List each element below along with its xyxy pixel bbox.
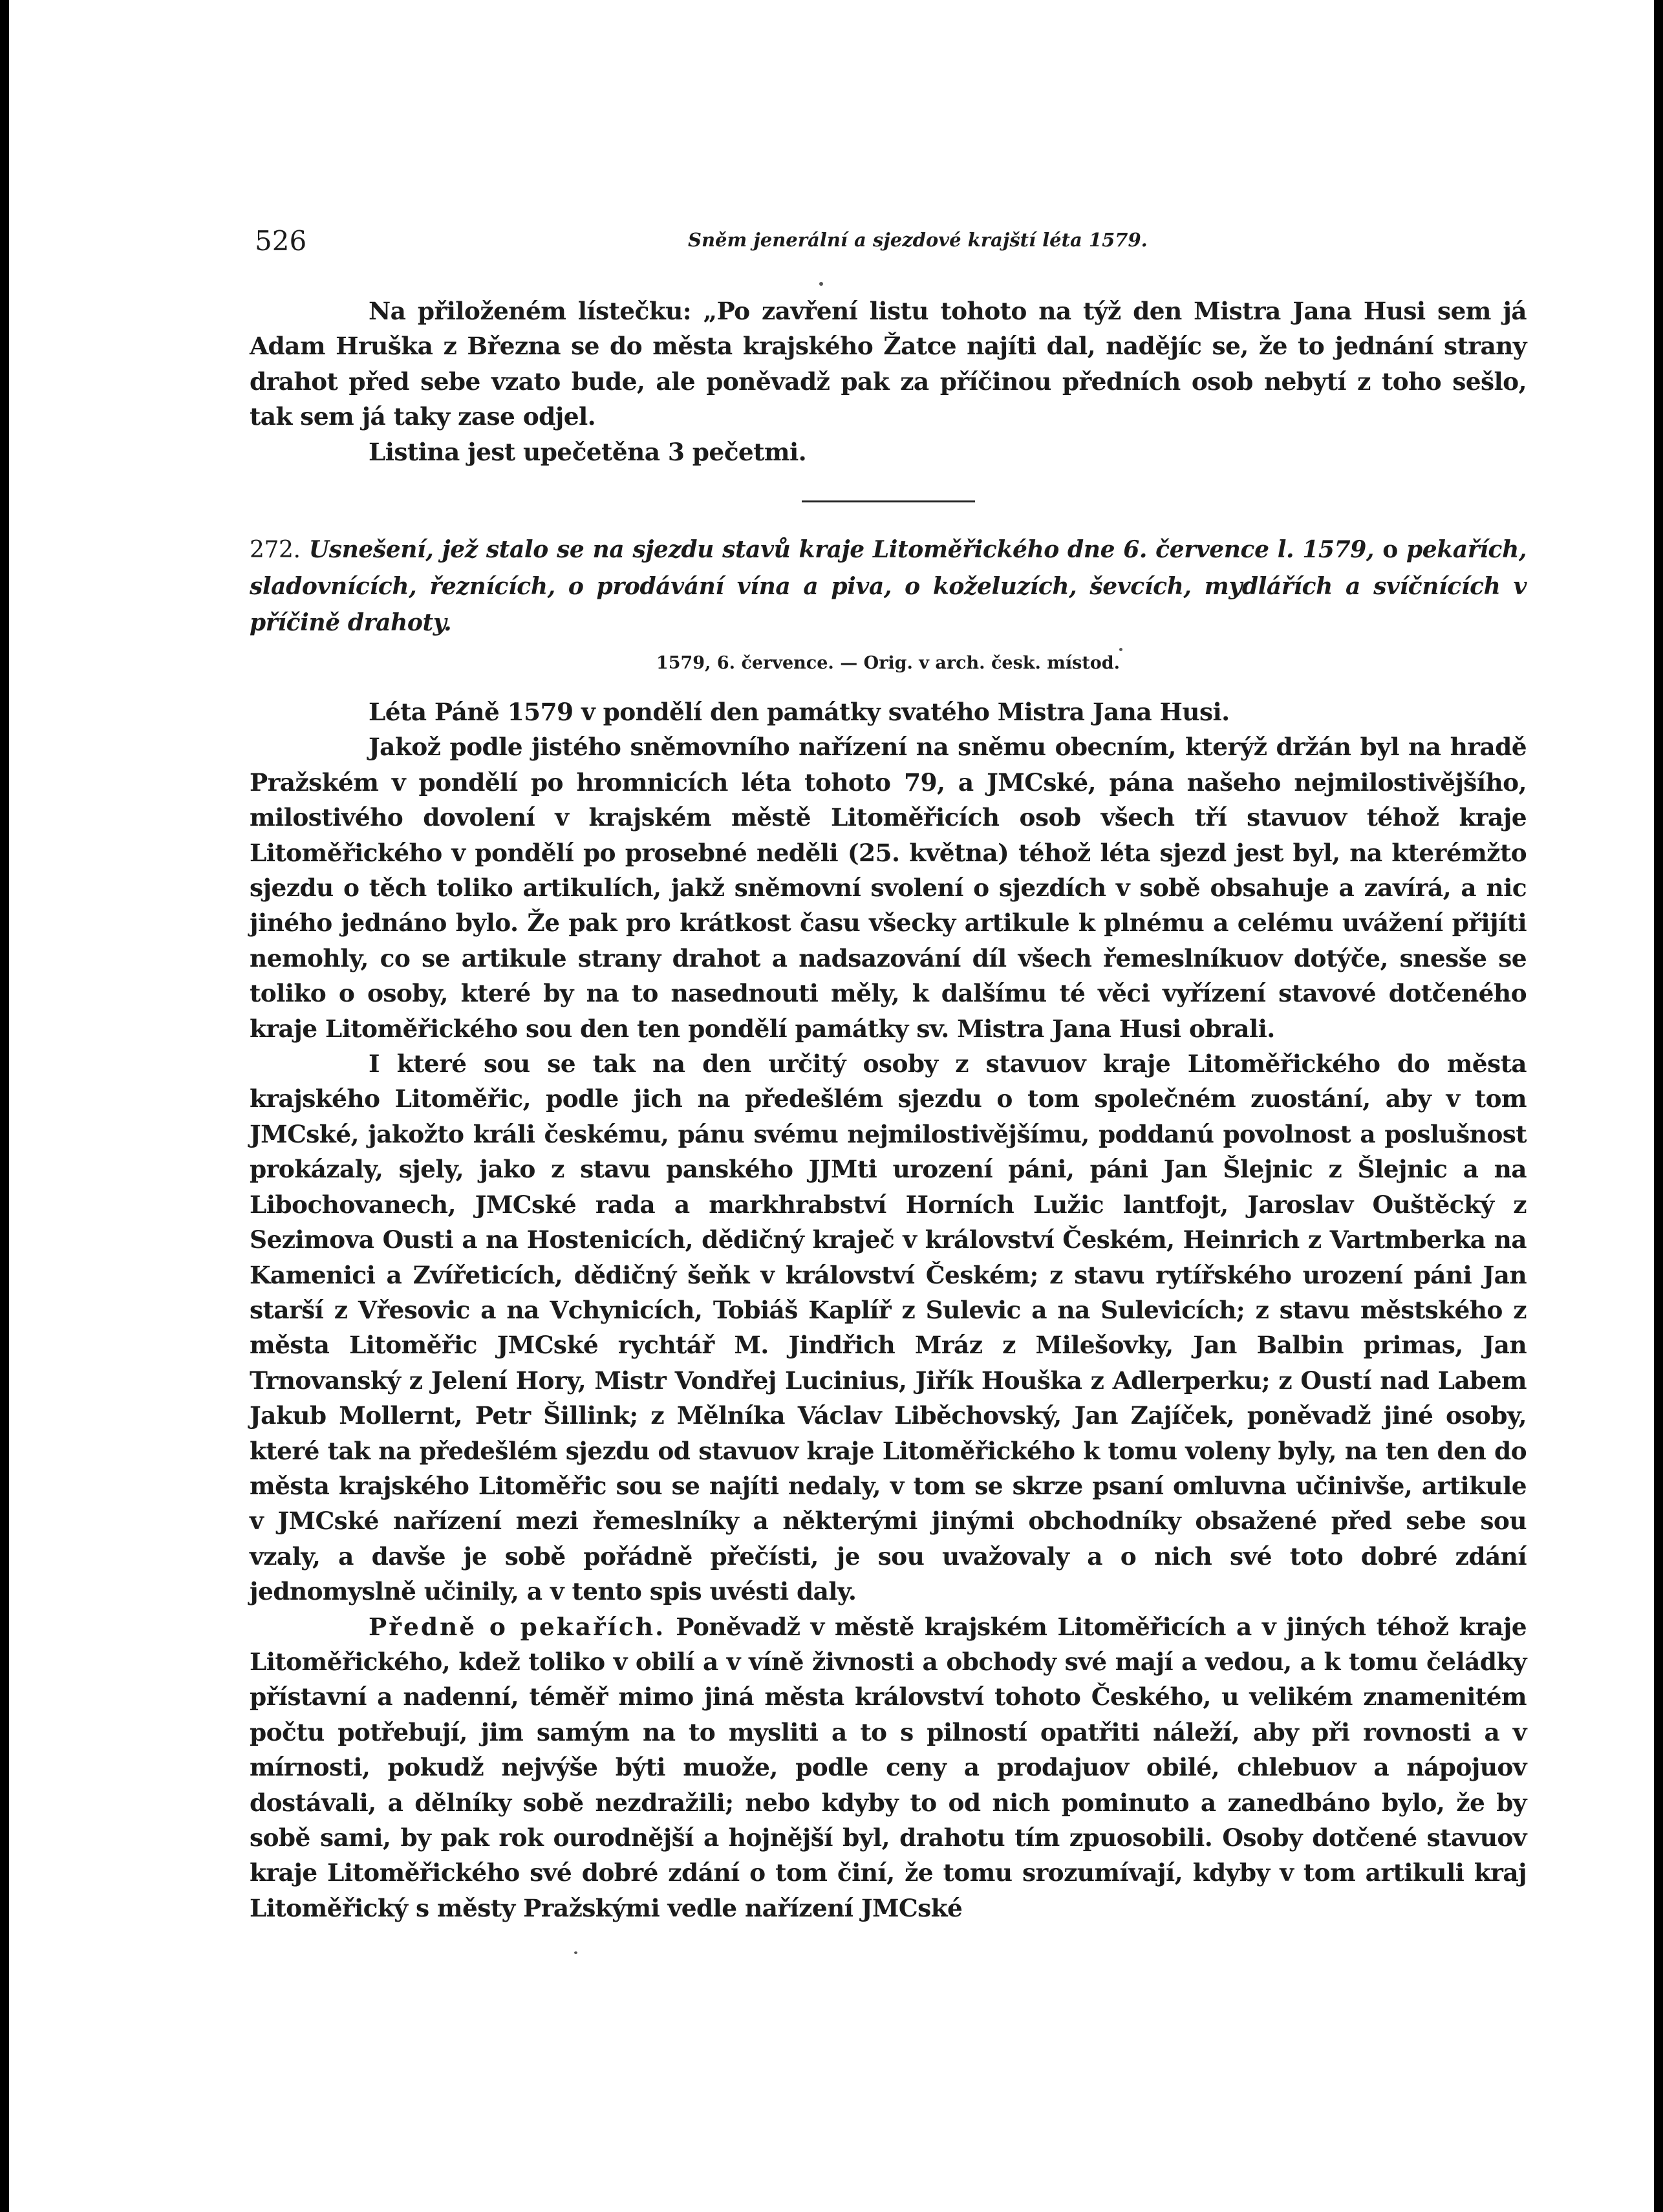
note-seal-line: Listina jest upečetěna 3 pečetmi. [369, 437, 807, 466]
note-paragraph: Na přiloženém lístečku: „Po zavření listu tohoto na týž den Mistra Jana Husi sem já Adam Hruška z Března se do města krajského Žatce najíti dal, nadějíc se, že to jednání strany drahot před sebe vzato bude, ale poněvadž pak za příčinou předních osob nebytí z toho sešlo, tak sem já taky zase odjel. [250, 297, 1527, 431]
scanned-page [9, 0, 1654, 2212]
document-heading [250, 532, 1527, 641]
scan-speck [574, 1951, 577, 1954]
section-lead: Předně o pekařích. [369, 1612, 666, 1641]
body-paragraph: Jakož podle jistého sněmovního nařízení na sněmu obecním, kterýž držán byl na hradě Pražském v pondělí po hromnicích léta tohoto 79, a JMCské, pána našeho nejmilostivějšího, milostivého dovolení v krajském městě Litoměřicích osob všech tří stavuov téhož kraje Litoměřického v pondělí po prosebné neděli (25. května) téhož léta sjezd jest byl, na kterémžto sjezdu o těch toliko artikulích, jakž sněmovní svolení o sjezdích v sobě obsahuje a zavírá, a nic jiného jednáno bylo. Že pak pro krátkost času všecky artikule k plnému a celému uvážení přijíti nemohly, co se artikule strany drahot a nadsazování díl všech řemeslníkuov dotýče, snesše se toliko o osoby, které by na to nasednouti měly, k dalšímu té věci vyřízení stavové dotčeného kraje Litoměřického sou den ten pondělí památky sv. Mistra Jana Husi obrali. [250, 733, 1527, 1043]
document-title-part-1: Usnešení, jež stalo se na sjezdu stavů kraje Litoměřického dne 6. července l. 1579, [308, 536, 1375, 563]
body-paragraph: I které sou se tak na den určitý osoby z stavuov kraje Litoměřického do města krajského Litoměřic, podle jich na předešlém sjezdu o tom společném zuostání, aby v tom JMCské, jakožto králi českému, pánu svému nejmilostivějšímu, poddanú povolnost a poslušnost prokázaly, sjely, jako z stavu panského JJMti urození páni, páni Jan Šlejnic z Šlejnic a na Libochovanech, JMCské rada a markhrabství Horních Lužic lantfojt, Jaroslav Ouštěcký z Sezimova Ousti a na Hostenicích, dědičný kraječ v království Českém, Heinrich z Vartmberka na Kamenici a Zvířeticích, dědičný šeňk v království Českém; z stavu rytířského urození páni Jan starší z Vřesovic a na Vchynicích, Tobiáš Kaplíř z Sulevic a na Sulevicích; z stavu městského z města Litoměřic JMCské rychtář M. Jindřich Mráz z Milešovky, Jan Balbin primas, Jan Trnovanský z Jelení Hory, Mistr Vondřej Lucinius, Jiřík Houška z Adlerperku; z Oustí nad Labem Jakub Mollernt, Petr Šillink; z Mělníka Václav Liběchovský, Jan Zajíček, poněvadž jiné osoby, které tak na předešlém sjezdu od stavuov kraje Litoměřického k tomu voleny byly, na ten den do města krajského Litoměřic sou se najíti nedaly, v tom se skrze psaní omluvna učinivše, artikule v JMCské nařízení mezi řemeslníky a některými jinými obchodníky obsažené před sebe sou vzaly, a davše je sobě pořádně přečísti, je sou uvažovaly a o nich své toto dobré zdání jednomyslně učinily, a v tento spis uvésti daly. [250, 1049, 1527, 1606]
running-title: Sněm jenerální a sjezdové krajští léta 1579. [688, 229, 1148, 251]
body-paragraph-last [250, 1609, 1527, 1926]
scan-speck [819, 282, 823, 286]
body-paragraph: Léta Páně 1579 v pondělí den památky svatého Mistra Jana Husi. [369, 698, 1230, 726]
scan-speck [1119, 648, 1122, 651]
date-source-line: 1579, 6. července. — Orig. v arch. česk. místod. [656, 653, 1121, 673]
note-block [250, 294, 1527, 469]
document-number: 272. [250, 537, 301, 563]
document-body [250, 694, 1527, 1926]
document-title-connector: o [1382, 536, 1398, 563]
section-divider [802, 500, 975, 502]
page-number: 526 [255, 225, 307, 257]
running-head [255, 225, 1535, 264]
section-text: Poněvadž v městě krajském Litoměřicích a v jiných téhož kraje Litoměřického, kdež toliko v obilí a v víně živnosti a obchody své mají a vedou, a k tomu čeládky přístavní a nadenní, téměř mimo jiná města království tohoto Českého, u velikém znamenitém počtu potřebují, jim samým na to mysliti a to s pilností opatřiti náleží, aby při rovnosti a v mírnosti, pokudž nejvýše býti muože, podle ceny a prodajuov obilé, chlebuov a nápojuov dostávali, a dělníky sobě nezdražili; nebo kdyby to od nich pominuto a zanedbáno bylo, že by sobě sami, by pak rok ourodnější a hojnější byl, drahotu tím zpuosobili. Osoby dotčené stavuov kraje Litoměřického své dobré zdání o tom činí, že tomu srozumívají, kdyby v tom artikuli kraj Litoměřický s městy Pražskými vedle nařízení JMCské [250, 1612, 1527, 1922]
document-title-part-2: pekařích, sladovnících, řeznících, o prodávání vína a piva, o koželuzích, ševcích, mydlářích a svíčnících v příčině drahoty. [250, 536, 1527, 636]
